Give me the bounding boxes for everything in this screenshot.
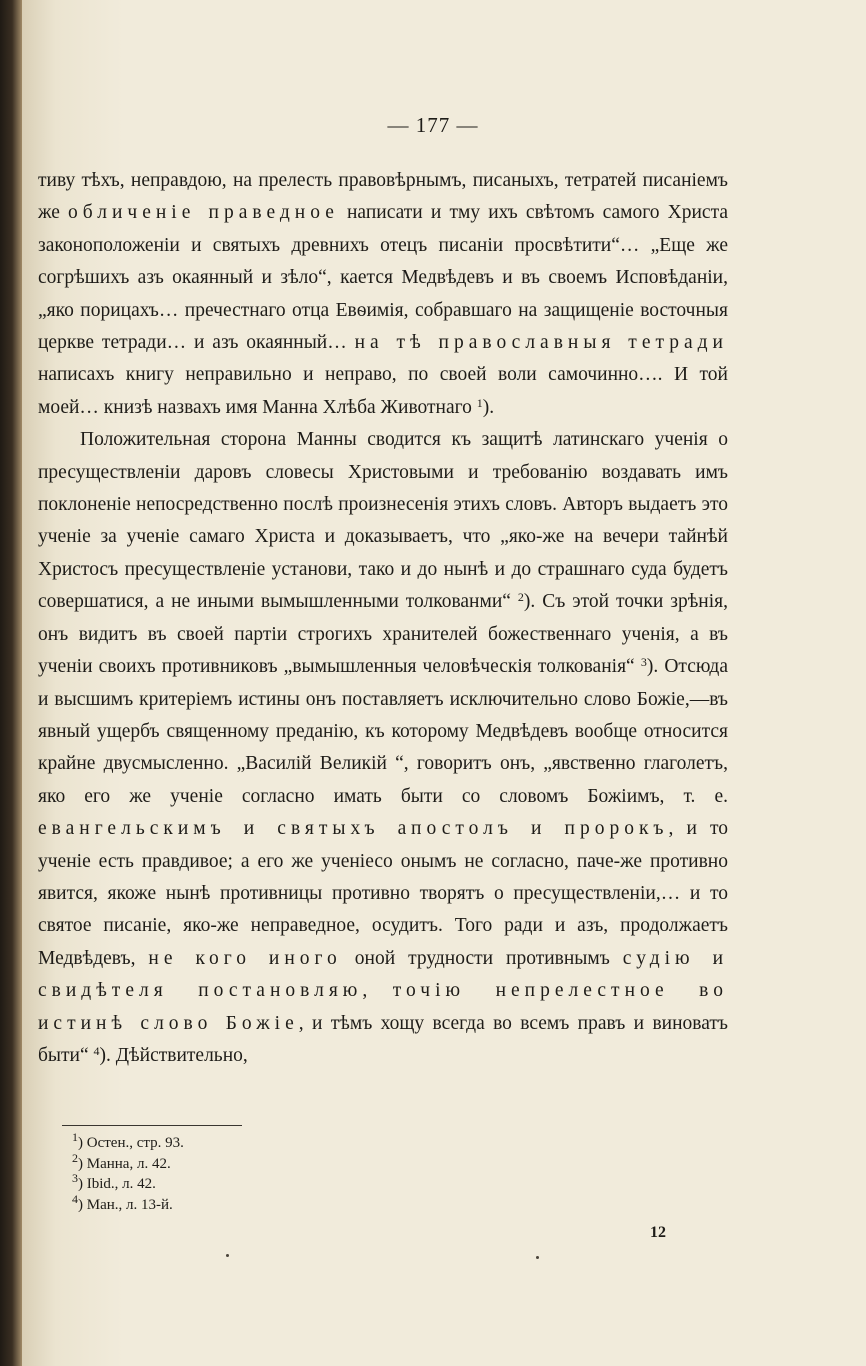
spaced-emphasis: на тѣ православныя тетради bbox=[354, 332, 728, 354]
spaced-emphasis: обличеніе праведное bbox=[68, 202, 339, 224]
book-spine-shadow bbox=[0, 0, 22, 1366]
spaced-emphasis: судію и свидѣтеля постановляю bbox=[38, 947, 729, 1002]
footnote-ref: 3 bbox=[640, 655, 647, 670]
main-text bbox=[38, 165, 728, 1072]
paragraph-2: Положительная сторона Манны сводится къ защитѣ латинскаго ученія о пресуществленіи даровъ словесы Христовыми и требованію воздавать имъ поклоненіе непосредственно послѣ произнесенія этихъ словъ. Авторъ выдаетъ это ученіе за ученіе самаго Христа и доказываетъ, что „яко-же на вечери тайнѣй Христосъ пресуществленіе установи, тако и до нынѣ и до страшнаго суда будетъ совершатися, а не иными вымышленными толкованми“ $^2$). Съ этой точки зрѣнія, онъ видитъ въ своей партіи строгихъ хранителей божественнаго ученія, а въ ученіи своихъ противниковъ „вымышленныя человѣческія толкованія“ $^3$). Отсюда и высшимъ критеріемъ истины онъ поставляетъ исключительно слово Божіе,—въ явный ущербъ священному преданію, къ которому Медвѣдевъ вообще относится крайне двусмысленно. „Василій Великій “, говоритъ онъ, „явственно глаголетъ, яко его же ученіе согласно имать быти со словомъ Божіимъ, т. е. евангельскимъ и святыхъ апостолъ и пророкъ, и то ученіе есть правдивое; а его же ученіесо онымъ не согласно, паче-же противно явится, якоже нынѣ противницы противно творятъ о пресуществленіи,… и то святое писаніе, яко-же неправедное, осудитъ. Того ради и азъ, продолжаетъ Медвѣдевъ, не кого иного оной трудности противнымъ судію и свидѣтеля постановляю, точію непрелестное во истинѣ слово Божіе, и тѣмъ хощу всегда во всемъ правъ и виноватъ быти“ $^4$). Дѣйствительно, bbox=[38, 429, 729, 1066]
paper-speck bbox=[536, 1256, 539, 1259]
footnote-rule bbox=[62, 1125, 242, 1126]
footnote-1: $^1$) Остен., стр. 93. bbox=[72, 1130, 184, 1151]
paper-speck bbox=[226, 1254, 229, 1257]
footnote-4: $^4$) Ман., л. 13-й. bbox=[72, 1191, 173, 1213]
footnote-2: $^2$) Манна, л. 42. bbox=[72, 1150, 171, 1172]
footnote-3: $^3$) Ibid., л. 42. bbox=[72, 1171, 156, 1192]
signature-mark: 12 bbox=[650, 1224, 666, 1241]
footnote-ref: 1 bbox=[476, 395, 483, 410]
footnote-ref: 4 bbox=[93, 1043, 100, 1058]
spaced-emphasis: евангельскимъ и святыхъ апостолъ и пророкъ bbox=[38, 818, 669, 840]
paragraph-1: тиву тѣхъ, неправдою, на прелесть правовѣрнымъ, писаныхъ, тетратей писаніемъ же обличеніе праведное написати и тму ихъ свѣтомъ самого Христа законоположеніи и святыхъ древнихъ отецъ писаніи просвѣтити“… „Еще же согрѣшихъ азъ окаянный и зѣло“, кается Медвѣдевъ и въ своемъ Исповѣданіи, „яко порицахъ… пречестнаго отца Евѳимія, собравшаго на защищеніе восточныя церкве тетради… и азъ окаянный… на тѣ православныя тетради написахъ книгу неправильно и неправо, по своей воли самочинно…. И той моей… книзѣ назвахъ имя Манна Хлѣба Животнаго $^1$). bbox=[38, 170, 728, 418]
footnotes bbox=[72, 1130, 184, 1215]
spaced-emphasis: не кого иного bbox=[148, 947, 342, 969]
page-number-header: — 177 — bbox=[387, 113, 479, 137]
spaced-emphasis: точію непрелестное во истинѣ слово Божіе bbox=[38, 980, 728, 1034]
footnote-ref: 2 bbox=[517, 590, 524, 605]
